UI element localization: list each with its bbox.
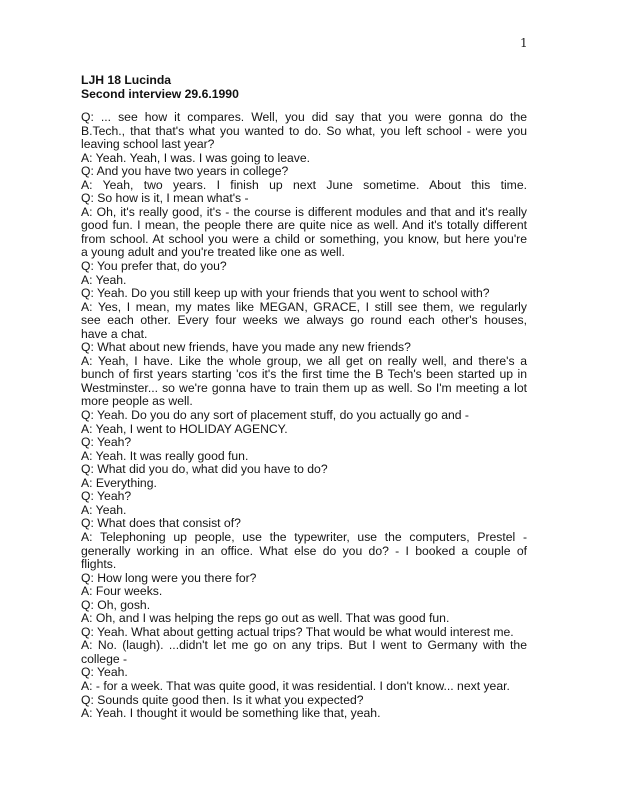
transcript-line: a young adult and you're treated like one as well. xyxy=(81,245,345,260)
transcript-line: more people as well. xyxy=(81,394,193,409)
transcript-line: A: Yeah. xyxy=(81,272,127,287)
transcript-line: see each other. Every four weeks we always go round each other's houses, xyxy=(81,313,527,328)
transcript-line: A: Yeah. xyxy=(81,502,127,517)
transcript-line: Q: Yeah. xyxy=(81,665,128,680)
transcript-line: A: No. (laugh). ...didn't let me go on any trips. But I went to Germany with the xyxy=(81,638,527,653)
transcript-line: B.Tech., that that's what you wanted to do. So what, you left school - were you xyxy=(81,123,527,138)
transcript-line: college - xyxy=(81,651,128,666)
document-subtitle: Second interview 29.6.1990 xyxy=(81,86,239,101)
transcript-line: A: Yeah, I went to HOLIDAY AGENCY. xyxy=(81,421,288,436)
transcript-line: have a chat. xyxy=(81,326,148,341)
transcript-line: Q: How long were you there for? xyxy=(81,570,257,585)
transcript-line: Q: What does that consist of? xyxy=(81,516,241,531)
transcript-line: A: Yeah, two years. I finish up next June sometime. About this time. xyxy=(81,177,527,192)
transcript-line: Q: Oh, gosh. xyxy=(81,597,151,612)
transcript-line: Q: What did you do, what did you have to do? xyxy=(81,462,328,477)
transcript-line: leaving school last year? xyxy=(81,137,215,152)
interview-transcript xyxy=(81,111,527,721)
transcript-line: Q: Yeah. What about getting actual trips? That would be what would interest me. xyxy=(81,624,514,639)
transcript-line: Q: Sounds quite good then. Is it what you expected? xyxy=(81,692,364,707)
transcript-line: A: Yeah. I thought it would be something like that, yeah. xyxy=(81,706,381,721)
transcript-line: A: Yeah. It was really good fun. xyxy=(81,448,249,463)
transcript-line: A: Telephoning up people, use the typewriter, use the computers, Prestel - xyxy=(81,529,527,544)
transcript-line: Q: What about new friends, have you made any new friends? xyxy=(81,340,411,355)
transcript-line: Q: And you have two years in college? xyxy=(81,164,289,179)
transcript-line: Q: ... see how it compares. Well, you did say that you were gonna do the xyxy=(81,110,527,124)
transcript-line: generally working in an office. What else do you do? - I booked a couple of xyxy=(81,543,527,558)
transcript-line: Q: Yeah. Do you do any sort of placement stuff, do you actually go and - xyxy=(81,408,469,423)
transcript-line: A: Oh, it's really good, it's - the course is different modules and that and it's really xyxy=(81,204,527,219)
page-number: 1 xyxy=(520,36,528,50)
transcript-line: flights. xyxy=(81,557,117,572)
document-header xyxy=(81,74,239,101)
transcript-line: Q: Yeah? xyxy=(81,489,132,504)
transcript-line: A: Yeah. Yeah, I was. I was going to leave. xyxy=(81,150,311,165)
transcript-line: from school. At school you were a child or something, you know, but here you're xyxy=(81,231,527,246)
transcript-line: A: Everything. xyxy=(81,475,157,490)
transcript-line: bunch of first years starting 'cos it's the first time the B Tech's been started up in xyxy=(81,367,527,382)
transcript-line: A: - for a week. That was quite good, it was residential. I don't know... next year. xyxy=(81,678,510,693)
transcript-line: A: Oh, and I was helping the reps go out as well. That was good fun. xyxy=(81,611,450,626)
transcript-line: A: Yes, I mean, my mates like MEGAN, GRACE, I still see them, we regularly xyxy=(81,299,527,314)
transcript-line: Q: Yeah. Do you still keep up with your friends that you went to school with? xyxy=(81,286,490,301)
document-title: LJH 18 Lucinda xyxy=(81,73,172,87)
transcript-line: A: Four weeks. xyxy=(81,584,163,599)
transcript-line: Q: Yeah? xyxy=(81,435,132,450)
transcript-line: good fun. I mean, the people there are quite nice as well. And it's totally different xyxy=(81,218,527,233)
transcript-line: Q: You prefer that, do you? xyxy=(81,259,227,274)
transcript-line: Westminster... so we're gonna have to train them up as well. So I'm meeting a lot xyxy=(81,380,527,395)
transcript-line: Q: So how is it, I mean what's - xyxy=(81,191,249,206)
transcript-line: A: Yeah, I have. Like the whole group, we all get on really well, and there's a xyxy=(81,353,527,368)
